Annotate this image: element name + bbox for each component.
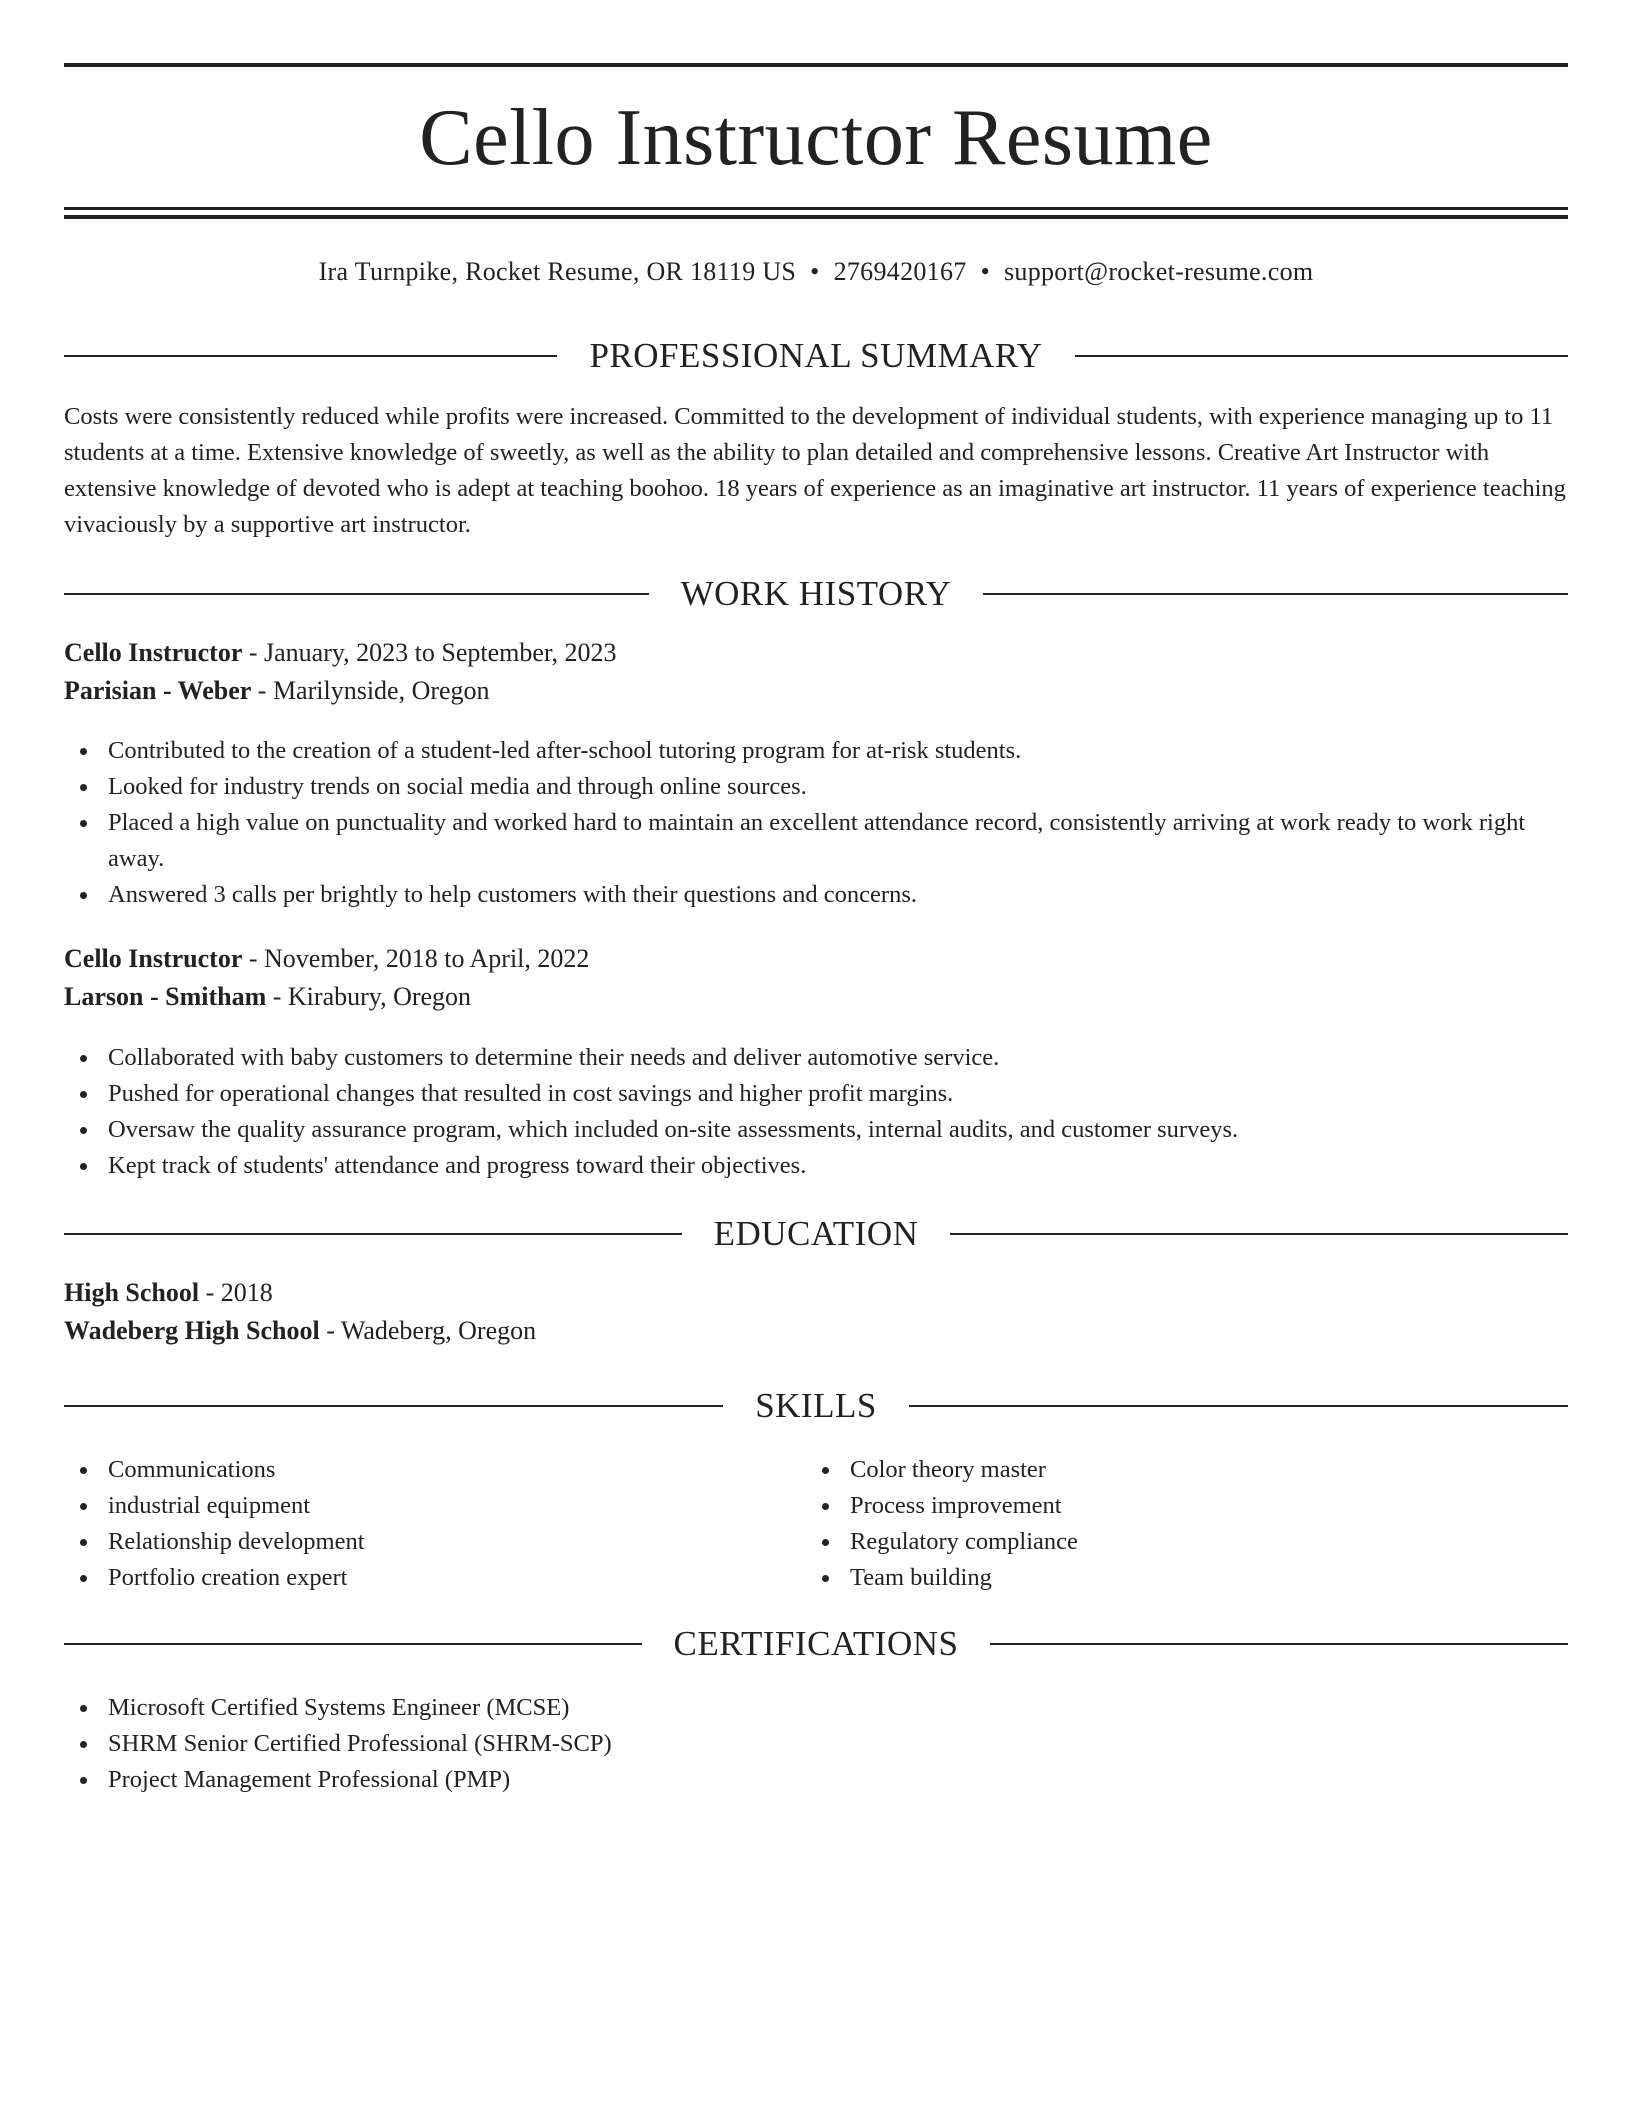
education-school: Wadeberg High School <box>64 1316 320 1345</box>
section-heading-summary <box>64 336 1568 376</box>
skill-item: Portfolio creation expert <box>64 1560 804 1596</box>
heading-rule <box>1075 355 1568 357</box>
list-item: Oversaw the quality assurance program, which included on-site assessments, internal audits, and customer surveys. <box>64 1112 1568 1148</box>
job-title: Cello Instructor <box>64 638 243 667</box>
skills-list-right <box>806 1452 1546 1596</box>
section-heading-certifications <box>64 1624 1568 1664</box>
job-location: - Kirabury, Oregon <box>266 982 472 1011</box>
heading-rule <box>909 1405 1568 1407</box>
job-2-bullets <box>64 1040 1568 1184</box>
job-title: Cello Instructor <box>64 944 243 973</box>
contact-separator: • <box>980 257 990 286</box>
list-item: Pushed for operational changes that resulted in cost savings and higher profit margins. <box>64 1076 1568 1112</box>
contact-email: support@rocket-resume.com <box>1003 257 1314 286</box>
heading-rule <box>64 1233 682 1235</box>
education-school-line <box>64 1312 1568 1350</box>
education-year: - 2018 <box>199 1278 273 1307</box>
skill-item: industrial equipment <box>64 1488 804 1524</box>
contact-separator: • <box>810 257 820 286</box>
certifications-list <box>64 1690 1568 1798</box>
list-item: Kept track of students' attendance and progress toward their objectives. <box>64 1148 1568 1184</box>
job-1-bullets <box>64 733 1568 913</box>
list-item: Placed a high value on punctuality and worked hard to maintain an excellent attendance record, consistently arriving at work ready to work right away. <box>64 805 1568 877</box>
section-heading-skills <box>64 1386 1568 1426</box>
heading-rule <box>950 1233 1568 1235</box>
job-company-line <box>64 978 1568 1016</box>
skill-item: Team building <box>806 1560 1546 1596</box>
list-item: Answered 3 calls per brightly to help customers with their questions and concerns. <box>64 877 1568 913</box>
title-rule-upper <box>64 207 1568 210</box>
heading-rule <box>983 593 1568 595</box>
heading-rule <box>64 1643 642 1645</box>
skills-list-left <box>64 1452 804 1596</box>
job-company-line <box>64 672 1568 710</box>
section-heading-education <box>64 1214 1568 1254</box>
section-title: CERTIFICATIONS <box>673 1624 959 1663</box>
job-location: - Marilynside, Oregon <box>251 676 490 705</box>
certification-item: Project Management Professional (PMP) <box>64 1762 1568 1798</box>
job-dates: - November, 2018 to April, 2022 <box>242 944 590 973</box>
job-dates: - January, 2023 to September, 2023 <box>242 638 617 667</box>
section-heading-work-history <box>64 574 1568 614</box>
job-company: Parisian - Weber <box>64 676 252 705</box>
education-degree: High School <box>64 1278 200 1307</box>
summary-text: Costs were consistently reduced while profits were increased. Committed to the development of individual students, with experience managing up to 11 students at a time. Extensive knowledge of sweetly, as well as the ability to plan detailed and comprehensive lessons. Creative Art Instructor with extensive knowledge of devoted who is adept at teaching boohoo. 18 years of experience as an imaginative art instructor. 11 years of experience teaching vivaciously by a supportive art instructor. <box>64 403 1566 538</box>
section-title: PROFESSIONAL SUMMARY <box>589 336 1043 375</box>
education-degree-line <box>64 1274 1568 1312</box>
heading-rule <box>990 1643 1568 1645</box>
contact-phone: 2769420167 <box>833 257 967 286</box>
job-company: Larson - Smitham <box>64 982 267 1011</box>
title-rule-lower <box>64 215 1568 219</box>
heading-rule <box>64 355 557 357</box>
certification-item: SHRM Senior Certified Professional (SHRM-SCP) <box>64 1726 1568 1762</box>
list-item: Contributed to the creation of a student-led after-school tutoring program for at-risk students. <box>64 733 1568 769</box>
job-entry-2 <box>64 940 1568 1016</box>
list-item: Collaborated with baby customers to determine their needs and deliver automotive service. <box>64 1040 1568 1076</box>
section-title: EDUCATION <box>713 1214 919 1253</box>
skill-item: Process improvement <box>806 1488 1546 1524</box>
skill-item: Communications <box>64 1452 804 1488</box>
certification-item: Microsoft Certified Systems Engineer (MCSE) <box>64 1690 1568 1726</box>
list-item: Looked for industry trends on social media and through online sources. <box>64 769 1568 805</box>
contact-line <box>64 254 1568 290</box>
job-title-line <box>64 940 1568 978</box>
education-location: - Wadeberg, Oregon <box>319 1316 537 1345</box>
section-title: SKILLS <box>755 1386 877 1425</box>
contact-address: Ira Turnpike, Rocket Resume, OR 18119 US <box>318 257 797 286</box>
skill-item: Color theory master <box>806 1452 1546 1488</box>
skill-item: Relationship development <box>64 1524 804 1560</box>
job-title-line <box>64 634 1568 672</box>
resume-title: Cello Instructor Resume <box>419 94 1213 182</box>
heading-rule <box>64 1405 723 1407</box>
heading-rule <box>64 593 649 595</box>
section-title: WORK HISTORY <box>680 574 952 613</box>
top-rule <box>64 63 1568 67</box>
skill-item: Regulatory compliance <box>806 1524 1546 1560</box>
education-entry <box>64 1274 1568 1350</box>
job-entry-1 <box>64 634 1568 710</box>
